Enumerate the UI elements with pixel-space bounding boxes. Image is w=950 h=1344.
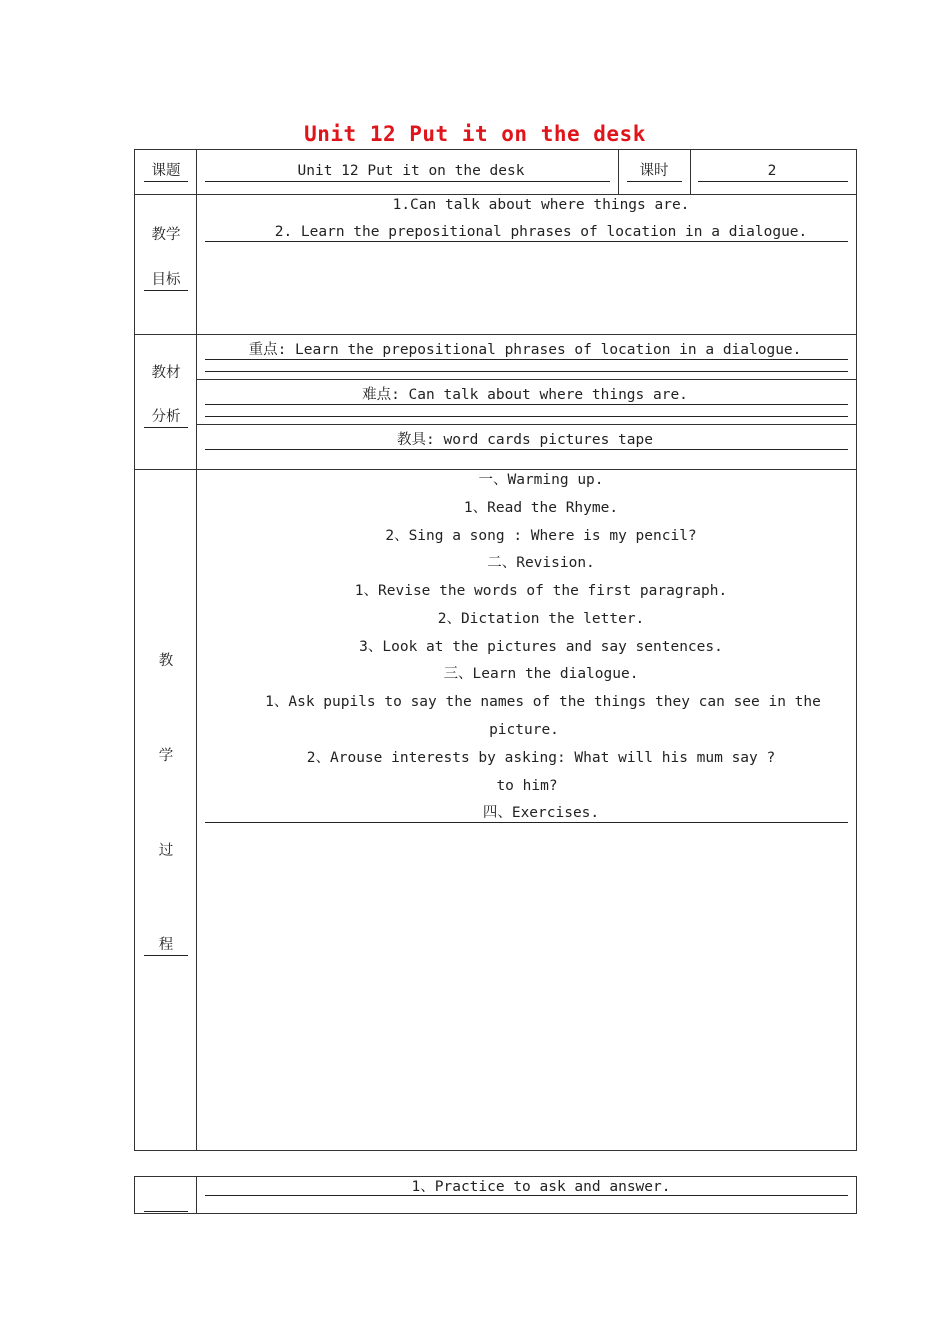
header-divider-1 [618, 149, 619, 195]
process-label-char-3: 过 [158, 843, 174, 859]
process-line: 一、Warming up. [478, 472, 604, 488]
process-underline [205, 822, 848, 823]
row-separator [134, 469, 857, 470]
teaching-aids-underline [205, 449, 848, 450]
objective-item-2: 2. Learn the prepositional phrases of location in a dialogue. [274, 224, 808, 240]
difficult-point-underline-2 [205, 416, 848, 417]
topic-value-underline [205, 181, 610, 182]
difficult-point-underline [205, 404, 848, 405]
topic-value: Unit 12 Put it on the desk [297, 163, 525, 179]
process-line: 三、Learn the dialogue. [443, 666, 639, 682]
difficult-point: 难点: Can talk about where things are. [362, 387, 688, 403]
period-label: 课时 [639, 163, 669, 179]
objectives-label-underline [144, 290, 188, 291]
analysis-label-line2: 分析 [151, 409, 181, 425]
process-line: 2、Sing a song : Where is my pencil? [385, 528, 697, 544]
page-title: Unit 12 Put it on the desk [304, 122, 646, 146]
row-separator [134, 194, 857, 195]
analysis-label-line1: 教材 [151, 365, 181, 381]
row-separator [134, 334, 857, 335]
process-line: 1、Ask pupils to say the names of the things they can see in the [265, 694, 821, 710]
process-line: 3、Look at the pictures and say sentences. [359, 639, 723, 655]
objective-item-1: 1.Can talk about where things are. [392, 197, 690, 213]
topic-label-underline [144, 181, 188, 182]
process-line: 2、Arouse interests by asking: What will his mum say ? [306, 750, 776, 766]
period-label-underline [627, 181, 682, 182]
continuation-label-underline [144, 1211, 188, 1212]
practice-item: 1、Practice to ask and answer. [411, 1179, 671, 1195]
key-point-underline [205, 359, 848, 360]
topic-label: 课题 [151, 163, 181, 179]
objectives-label-line2: 目标 [151, 272, 181, 288]
process-label-char-2: 学 [158, 748, 174, 764]
continuation-label-divider [196, 1176, 197, 1214]
header-divider-2 [690, 149, 691, 195]
period-value: 2 [767, 163, 777, 179]
process-label-char-1: 教 [158, 653, 174, 669]
label-column-divider [196, 149, 197, 1151]
process-line: picture. [489, 722, 559, 738]
process-line: 1、Read the Rhyme. [463, 500, 619, 516]
process-line: 二、Revision. [487, 555, 595, 571]
key-point: 重点: Learn the prepositional phrases of location in a dialogue. [248, 342, 802, 358]
key-point-underline-2 [205, 371, 848, 372]
process-line: to him? [496, 778, 558, 794]
period-value-underline [698, 181, 848, 182]
row-separator [196, 379, 857, 380]
process-label-char-4: 程 [158, 937, 174, 953]
process-line: 四、Exercises. [482, 805, 600, 821]
analysis-label-underline [144, 427, 188, 428]
process-line: 2、Dictation the letter. [437, 611, 645, 627]
row-separator [196, 424, 857, 425]
objectives-underline [205, 241, 848, 242]
practice-underline [205, 1195, 848, 1196]
process-line: 1、Revise the words of the first paragraph. [354, 583, 728, 599]
process-label-underline [144, 955, 188, 956]
objectives-label-line1: 教学 [151, 227, 181, 243]
teaching-aids: 教具: word cards pictures tape [397, 432, 653, 448]
